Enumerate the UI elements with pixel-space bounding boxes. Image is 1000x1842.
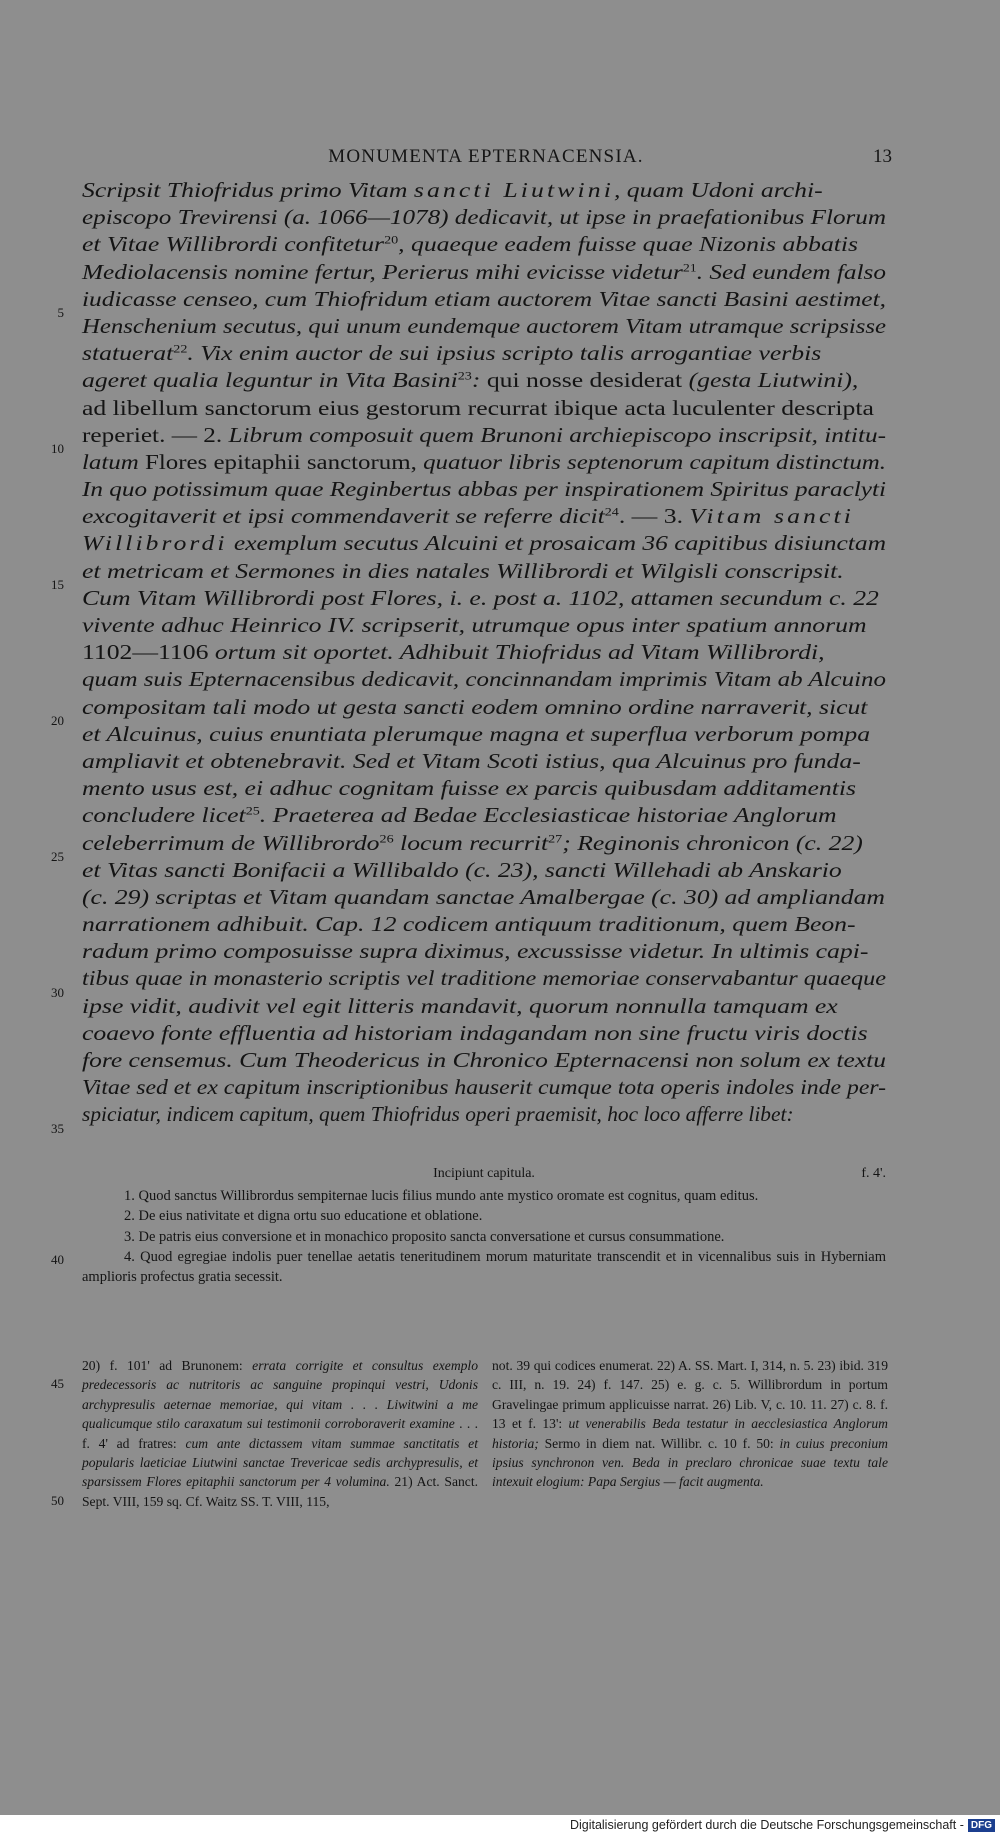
text-line bbox=[82, 775, 886, 802]
text-line bbox=[82, 884, 886, 911]
line-text bbox=[82, 748, 861, 775]
footnote-ref: 24 bbox=[604, 505, 619, 519]
text-segment: Henschenium secutus, qui unum eundemque auctorem Vitam utramque scripsisse bbox=[82, 313, 886, 338]
line-text bbox=[82, 395, 874, 422]
line-number: 10 bbox=[51, 441, 64, 456]
text-line bbox=[82, 993, 886, 1020]
text-segment: . — 3. bbox=[618, 504, 690, 529]
line-text bbox=[82, 1020, 868, 1047]
text-segment: , quam Udoni archi- bbox=[613, 178, 823, 202]
text-segment: ; Reginonis chronicon (c. 22) bbox=[562, 830, 863, 855]
text-line bbox=[82, 395, 886, 422]
text-segment: locum recurrit bbox=[393, 830, 549, 855]
text-segment: (gesta Liutwini), bbox=[688, 368, 859, 393]
line-text bbox=[82, 993, 838, 1020]
text-segment: Mediolacensis nomine fertur, Perierus mihi evicisse videtur bbox=[82, 259, 683, 284]
text-segment: tibus quae in monasterio scriptis vel traditione memoriae conservabantur quaeque bbox=[82, 966, 886, 991]
running-header bbox=[80, 146, 892, 172]
text-line bbox=[82, 422, 886, 449]
text-line bbox=[82, 612, 886, 639]
text-line bbox=[82, 313, 886, 340]
text-segment: quatuor libris septenorum capitum distinctum. bbox=[423, 449, 886, 474]
text-segment: Librum composuit quem Brunoni archiepiscopo inscripsit, intitu- bbox=[228, 422, 887, 447]
text-segment: . Sed eundem falso bbox=[696, 259, 886, 284]
text-segment: compositam tali modo ut gesta sancti eodem omnino ordine narraverit, sicut bbox=[82, 694, 868, 719]
text-line bbox=[82, 857, 886, 884]
text-line bbox=[82, 367, 886, 394]
line-text bbox=[82, 231, 858, 258]
text-segment: iudicasse censeo, cum Thiofridum etiam auctorem Vitae sancti Basini aestimet, bbox=[82, 286, 886, 311]
line-text bbox=[82, 367, 858, 394]
text-line bbox=[82, 585, 886, 612]
footnote-ref: 22 bbox=[173, 342, 188, 356]
footnotes-left-column bbox=[82, 1356, 478, 1511]
text-segment: radum primo composuisse supra diximus, excussisse videtur. In ultimis capi- bbox=[82, 939, 869, 964]
text-segment: In quo potissimum quae Reginbertus abbas per inspirationem Spiritus paraclyti bbox=[82, 477, 886, 502]
footnote-ref: 23 bbox=[457, 369, 472, 383]
chapter-item: 4. Quod egregiae indolis puer tenellae aetatis teneritudinem morum maturitate transcendit et in vicennalibus suis in Hyberniam amplioris profectus gratia secessit. bbox=[82, 1248, 886, 1286]
text-line bbox=[82, 286, 886, 313]
text-line bbox=[82, 1020, 886, 1047]
line-number: 45 bbox=[51, 1376, 64, 1391]
text-line bbox=[82, 231, 886, 258]
text-segment: statuerat bbox=[82, 341, 174, 366]
text-segment: . Praeterea ad Bedae Ecclesiasticae historiae Anglorum bbox=[259, 803, 837, 828]
footnote-quote: errata corrigite et consultus exemplo predecessoris ac nutritoris ac sanguine propinqui vestri, Udonis archypresulis aeternae memoriae, qui vitam . . . Liwitwini a me qualicumque stilo caraxatum sui testimonii corroboraverit examine bbox=[82, 1358, 479, 1432]
line-text bbox=[82, 802, 837, 829]
text-segment: coaevo fonte effluentia ad historiam indagandam non sine fructu viris doctis bbox=[82, 1020, 868, 1045]
text-line bbox=[82, 639, 886, 666]
text-segment: spiciatur, indicem capitum, quem Thiofridus operi praemisit, hoc loco afferre libet: bbox=[82, 1102, 794, 1127]
footnotes-right-column bbox=[492, 1356, 888, 1492]
line-number: 15 bbox=[51, 577, 64, 592]
text-segment: concludere licet bbox=[82, 803, 246, 828]
text-segment: latum bbox=[82, 449, 145, 474]
text-line bbox=[82, 259, 886, 286]
text-segment: (c. 29) scriptas et Vitam quandam sanctae Amalbergae (c. 30) ad ampliandam bbox=[82, 884, 885, 909]
line-text bbox=[82, 503, 854, 530]
text-line bbox=[82, 1101, 886, 1128]
text-line bbox=[82, 503, 886, 530]
text-line bbox=[82, 558, 886, 585]
text-line bbox=[82, 748, 886, 775]
line-text bbox=[82, 775, 856, 802]
footnote-ref: 21 bbox=[682, 260, 697, 274]
line-text bbox=[82, 313, 886, 340]
line-text bbox=[82, 177, 823, 204]
line-text bbox=[82, 286, 886, 313]
text-segment: ampliavit et obtenebravit. Sed et Vitam Scoti istius, qua Alcuinus pro funda- bbox=[82, 748, 861, 773]
text-segment: exemplum secutus Alcuini et prosaicam 36 capitibus disiunctam bbox=[227, 531, 886, 556]
text-segment: : bbox=[471, 368, 487, 393]
text-segment: et Alcuinus, cuius enuntiata plerumque magna et superflua verborum pompa bbox=[82, 721, 871, 746]
line-number: 5 bbox=[57, 305, 64, 320]
text-segment: et metricam et Sermones in dies natales Willibrordi et Wilgisli conscripsit. bbox=[82, 558, 844, 583]
line-text bbox=[82, 639, 825, 666]
heading-text: Incipiunt capitula. bbox=[433, 1166, 535, 1181]
line-text bbox=[82, 857, 842, 884]
text-segment: Scripsit Thiofridus primo Vitam bbox=[82, 178, 414, 202]
text-line bbox=[82, 204, 886, 231]
line-text bbox=[82, 884, 885, 911]
line-text bbox=[82, 449, 886, 476]
chapter-item: 3. De patris eius conversione et in monachico proposito sancta conversatione et cursus consummatione. bbox=[124, 1228, 725, 1245]
text-line bbox=[82, 721, 886, 748]
line-number: 25 bbox=[51, 849, 64, 864]
folio-mark: f. 4'. bbox=[861, 1166, 886, 1181]
text-line bbox=[82, 938, 886, 965]
line-text bbox=[82, 585, 879, 612]
text-line bbox=[82, 666, 886, 693]
text-segment: 1102—1106 bbox=[82, 640, 215, 665]
footnote-quote: cum ante dictassem vitam summae sanctitatis et popularis laeticiae Liutwini sanctae Trevericae sedis archypresulis, et sparsissem Flores epitaphii sanctorum per 4 volumina. bbox=[82, 1435, 478, 1490]
text-line bbox=[82, 694, 886, 721]
line-text bbox=[82, 830, 863, 857]
text-line bbox=[82, 911, 886, 938]
main-text bbox=[82, 177, 886, 1129]
text-line bbox=[82, 177, 886, 204]
line-text bbox=[82, 476, 886, 503]
text-line bbox=[82, 530, 886, 557]
text-line bbox=[82, 1047, 886, 1074]
line-number: 50 bbox=[51, 1493, 64, 1508]
line-text bbox=[82, 721, 870, 748]
line-text bbox=[82, 340, 821, 367]
line-text bbox=[82, 911, 856, 938]
text-segment: Cum Vitam Willibrordi post Flores, i. e. post a. 1102, attamen secundum c. 22 bbox=[82, 585, 879, 610]
text-line bbox=[82, 802, 886, 829]
text-segment: quam suis Epternacensibus dedicavit, concinnandam imprimis Vitam ab Alcuino bbox=[82, 667, 887, 692]
page-title: MONUMENTA EPTERNACENSIA. bbox=[328, 146, 644, 167]
footnote-ref: 27 bbox=[548, 831, 563, 845]
text-segment: Vitae sed et ex capitum inscriptionibus hauserit cumque tota operis indoles inde per- bbox=[82, 1075, 887, 1100]
footnote-quote: in cuius preconium ipsius synchronon ven. Beda in preclaro chronicae suae textu tale intexuit elogium: Papa Sergius — facit augmenta. bbox=[492, 1435, 888, 1490]
text-segment: et Vitae Willibrordi confitetur bbox=[82, 232, 385, 257]
chapter-list-heading bbox=[82, 1166, 886, 1182]
line-text bbox=[82, 612, 866, 639]
line-text bbox=[82, 694, 867, 721]
line-text bbox=[82, 558, 844, 585]
footnote-text: not. 39 qui codices enumerat. 22) A. SS. Mart. I, 314, n. 5. 23) ibid. 319 c. III, n. 19. 24) f. 147. 25) e. g. c. 5. Willibrordum in portum Gravelingae primum applicuisse narrat. 26) Lib. V, c. 10. 11. 27) c. 8. f. 13 et f. 13': bbox=[492, 1358, 888, 1432]
footnote-text: 20) f. 101' ad Brunonem: bbox=[82, 1358, 253, 1373]
text-segment: reperiet. — 2. bbox=[82, 422, 229, 447]
line-number: 30 bbox=[51, 985, 64, 1000]
line-text bbox=[82, 1047, 886, 1074]
text-segment: ageret qualia leguntur in Vita Basini bbox=[82, 368, 458, 393]
footnote-ref: 25 bbox=[245, 804, 260, 818]
text-segment: ad libellum sanctorum eius gestorum recurrat ibique acta luculenter descripta bbox=[82, 395, 874, 420]
text-segment: celeberrimum de Willibrordo bbox=[82, 830, 380, 855]
line-text bbox=[82, 259, 886, 286]
text-line bbox=[82, 476, 886, 503]
chapter-item: 2. De eius nativitate et digna ortu suo educatione et oblatione. bbox=[124, 1208, 483, 1225]
digitization-footer bbox=[0, 1818, 995, 1832]
spaced-text: sancti Liutwini bbox=[413, 178, 614, 202]
footnote-text: . . . f. 4' ad fratres: bbox=[82, 1416, 479, 1451]
text-segment: , quaeque eadem fuisse quae Nizonis abbatis bbox=[398, 232, 859, 257]
text-segment: excogitaverit et ipsi commendaverit se referre dicit bbox=[82, 504, 605, 529]
chapter-item: 1. Quod sanctus Willibrordus sempiternae lucis filius mundo ante mystico oromate est cognitus, quam editus. bbox=[124, 1188, 759, 1204]
text-line bbox=[82, 340, 886, 367]
text-segment: narrationem adhibuit. Cap. 12 codicem antiquum traditionum, quem Beon- bbox=[82, 912, 856, 937]
text-segment: qui nosse desiderat bbox=[486, 368, 689, 393]
spaced-text: Willibrordi bbox=[82, 531, 228, 556]
text-line bbox=[82, 449, 886, 476]
footnote-text: 21) Act. Sanct. Sept. VIII, 159 sq. Cf. Waitz SS. T. VIII, 115, bbox=[82, 1474, 478, 1509]
text-segment: mento usus est, ei adhuc cognitam fuisse ex parcis quibusdam additamentis bbox=[82, 776, 857, 801]
dfg-logo-icon: DFG bbox=[968, 1819, 995, 1832]
spaced-text: Vitam sancti bbox=[689, 504, 855, 529]
text-segment: vivente adhuc Heinrico IV. scripserit, utrumque opus inter spatium annorum bbox=[82, 613, 867, 637]
line-number: 20 bbox=[51, 713, 64, 728]
line-text bbox=[82, 422, 886, 449]
text-segment: . Vix enim auctor de sui ipsius scripto talis arrogantiae verbis bbox=[187, 341, 822, 366]
line-text bbox=[82, 530, 886, 557]
text-segment: episcopo Trevirensi (a. 1066—1078) dedicavit, ut ipse in praefationibus Florum bbox=[82, 205, 886, 230]
line-text bbox=[82, 666, 886, 693]
text-segment: Flores epitaphii sanctorum, bbox=[144, 449, 424, 474]
text-line bbox=[82, 965, 886, 992]
line-text bbox=[82, 965, 886, 992]
text-line bbox=[82, 1074, 886, 1101]
footnote-quote: ut venerabilis Beda testatur in aecclesiastica Anglorum historia; bbox=[492, 1416, 888, 1451]
text-segment: et Vitas sancti Bonifacii a Willibaldo (c. 23), sancti Willehadi ab Anskario bbox=[82, 857, 842, 882]
chapter-list bbox=[82, 1186, 886, 1287]
line-number: 40 bbox=[51, 1252, 64, 1267]
text-segment: ipse vidit, audivit vel egit litteris mandavit, quorum nonnulla tamquam ex bbox=[82, 993, 838, 1018]
footnote-ref: 26 bbox=[379, 831, 394, 845]
line-text bbox=[82, 1101, 794, 1128]
footnote-text: Sermo in diem nat. Willibr. c. 10 f. 50: bbox=[538, 1435, 780, 1451]
text-line bbox=[82, 830, 886, 857]
line-text bbox=[82, 204, 886, 231]
page-number: 13 bbox=[873, 146, 892, 167]
line-text bbox=[82, 1074, 886, 1101]
text-segment: ortum sit oportet. Adhibuit Thiofridus ad Vitam Willibrordi, bbox=[214, 640, 825, 665]
footnote-ref: 20 bbox=[384, 233, 399, 247]
funding-note: Digitalisierung gefördert durch die Deutsche Forschungsgemeinschaft - bbox=[569, 1818, 964, 1832]
line-number: 35 bbox=[51, 1121, 64, 1136]
text-segment: fore censemus. Cum Theodericus in Chronico Epternacensi non solum ex textu bbox=[82, 1048, 886, 1072]
line-text bbox=[82, 938, 868, 965]
